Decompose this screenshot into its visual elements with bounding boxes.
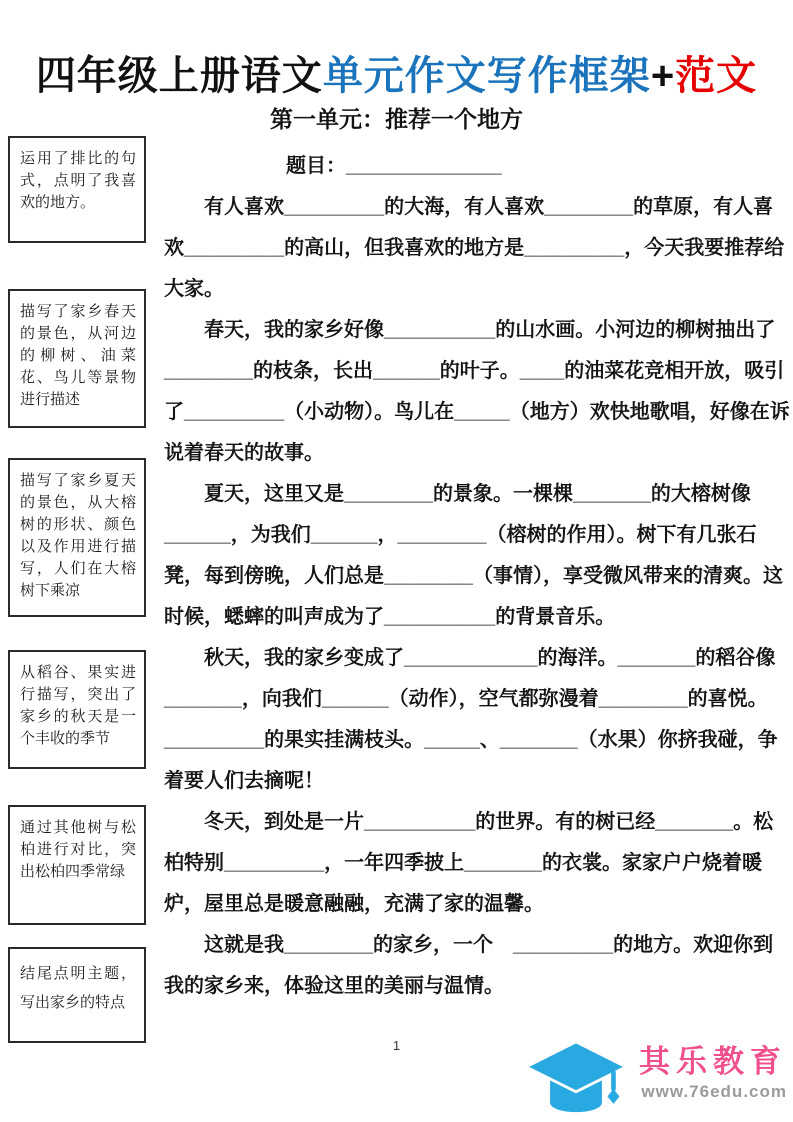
essay-body — [164, 146, 792, 1007]
essay-paragraph-summer: 夏天，这里又是________的景象。一棵棵_______的大榕树像______，为我们______，________（榕树的作用）。树下有几张石凳，每到傍晚，人们总是________（事情），享受微风带来的清爽。这时候，蟋蟀的叫声成为了__________的背景音乐。 — [164, 483, 783, 628]
essay-paragraph-spring: 春天，我的家乡好像__________的山水画。小河边的柳树抽出了________的枝条，长出______的叶子。____的油菜花竞相开放，吸引了_________（小动物）。鸟儿在_____（地方）欢快地歌唱，好像在诉说着春天的故事。 — [164, 319, 790, 464]
unit-subtitle: 第一单元：推荐一个地方 — [270, 106, 523, 132]
title-model-essay-part: 范文 — [675, 54, 758, 98]
essay-title-line: 题目：______________ — [286, 155, 502, 177]
essay-paragraph-winter: 冬天，到处是一片__________的世界。有的树已经_______。松柏特别_________，一年四季披上_______的衣裳。家家户户烧着暖炉，屋里总是暖意融融，充满了家的温馨。 — [164, 811, 774, 915]
graduation-cap-icon — [517, 1040, 635, 1114]
page-title — [0, 44, 793, 101]
title-plus-sign: + — [650, 54, 676, 98]
title-grade-part: 四年级上册语文 — [35, 54, 323, 98]
brand-text-block — [639, 1040, 787, 1102]
margin-note-summer: 描写了家乡夏天的景色，从大榕树的形状、颜色以及作用进行描写，人们在大榕树下乘凉 — [8, 458, 146, 617]
essay-paragraph-intro: 有人喜欢_________的大海，有人喜欢________的草原，有人喜欢_________的高山，但我喜欢的地方是_________，今天我要推荐给大家。 — [164, 196, 785, 300]
margin-note-autumn: 从稻谷、果实进行描写，突出了家乡的秋天是一个丰收的季节 — [8, 650, 146, 769]
brand-name: 其乐教育 — [639, 1044, 787, 1079]
margin-note-spring: 描写了家乡春天的景色，从河边的柳树、油菜花、鸟儿等景物进行描述 — [8, 289, 146, 428]
page-number: 1 — [392, 1038, 401, 1053]
margin-note-intro: 运用了排比的句式，点明了我喜欢的地方。 — [8, 136, 146, 243]
brand-logo — [517, 1040, 787, 1114]
brand-url: www.76edu.com — [641, 1082, 787, 1101]
margin-note-winter: 通过其他树与松柏进行对比，突出松柏四季常绿 — [8, 805, 146, 925]
title-framework-part: 单元作文写作框架 — [322, 54, 651, 98]
margin-note-ending: 结尾点明主题，写出家乡的特点 — [8, 947, 146, 1043]
essay-paragraph-autumn: 秋天，我的家乡变成了____________的海洋。_______的稻谷像_______，向我们______（动作），空气都弥漫着________的喜悦。_________的果实挂满枝头。_____、_______（水果）你挤我碰，争着要人们去摘呢！ — [164, 647, 778, 792]
essay-paragraph-ending: 这就是我________的家乡，一个 _________的地方。欢迎你到我的家乡来，体验这里的美丽与温情。 — [164, 934, 774, 997]
